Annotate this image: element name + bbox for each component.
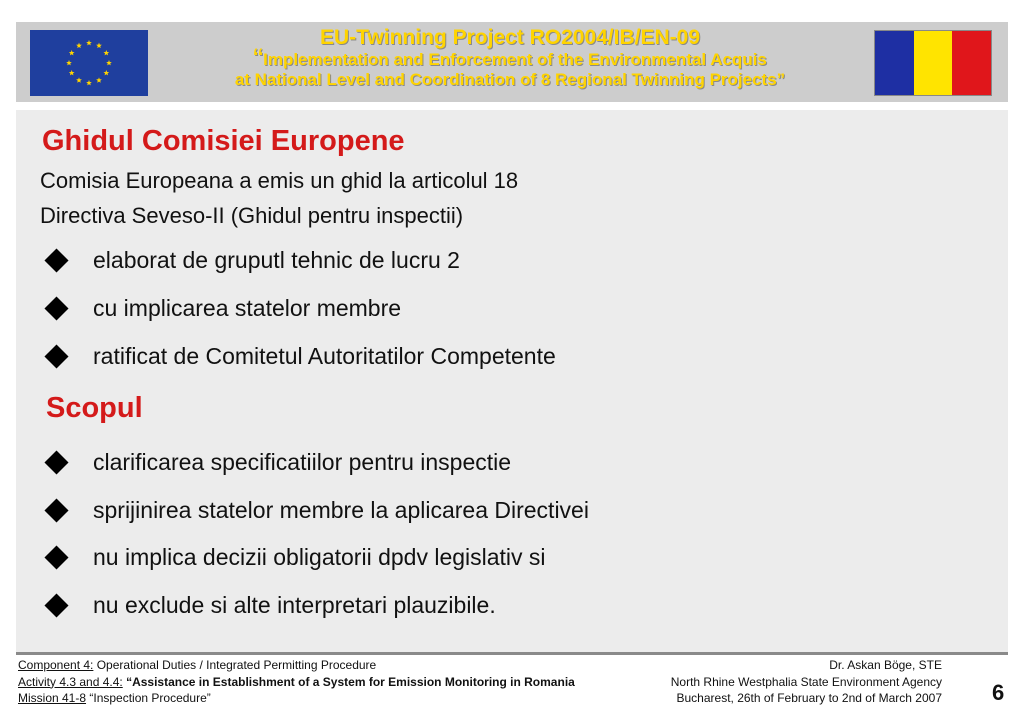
header-line1: EU-Twinning Project RO2004/IB/EN-09 bbox=[319, 26, 701, 49]
eu-star-icon bbox=[66, 60, 72, 65]
header-open-quote: “ bbox=[253, 43, 264, 76]
list-item bbox=[44, 544, 546, 571]
intro-line-2: Directiva Seveso-II (Ghidul pentru inspectii) bbox=[40, 203, 464, 228]
list-item bbox=[44, 592, 496, 619]
footer-activity-label: Activity 4.3 and 4.4: bbox=[18, 674, 123, 689]
romania-flag-red bbox=[952, 31, 991, 95]
header-title bbox=[160, 26, 860, 90]
footer-component bbox=[18, 657, 575, 674]
diamond-bullet-icon bbox=[44, 450, 68, 474]
list-item bbox=[44, 247, 460, 274]
list-item-text: clarificarea specificatiilor pentru inspectie bbox=[93, 449, 512, 475]
eu-star-icon bbox=[69, 50, 75, 55]
romania-flag-blue bbox=[875, 31, 914, 95]
footer-component-label: Component 4: bbox=[18, 658, 94, 672]
footer-mission-label: Mission 41-8 bbox=[18, 691, 87, 705]
footer-mission bbox=[18, 690, 575, 707]
list-item-text: cu implicarea statelor membre bbox=[93, 295, 402, 321]
footer-activity bbox=[18, 674, 575, 691]
eu-star-icon bbox=[69, 70, 75, 75]
footer-divider bbox=[16, 652, 1008, 655]
eu-star-icon bbox=[106, 60, 112, 65]
header-line2 bbox=[160, 43, 860, 76]
header-line2-text: Implementation and Enforcement of the Environmental Acquis bbox=[263, 50, 767, 69]
list-item bbox=[44, 449, 511, 476]
eu-star-icon bbox=[96, 77, 102, 82]
footer-component-text: Operational Duties / Integrated Permitting Procedure bbox=[93, 658, 377, 672]
section2-title: Scopul bbox=[46, 392, 143, 424]
footer-right bbox=[671, 657, 942, 707]
footer-left bbox=[18, 657, 575, 707]
eu-star-icon bbox=[103, 70, 109, 75]
list-item bbox=[44, 497, 589, 524]
intro-line-1: Comisia Europeana a emis un ghid la articolul 18 bbox=[40, 168, 519, 193]
eu-stars-icon bbox=[30, 30, 148, 96]
eu-star-icon bbox=[96, 43, 102, 48]
eu-star-icon bbox=[103, 50, 109, 55]
page-number: 6 bbox=[992, 680, 1005, 705]
list-item-text: nu exclude si alte interpretari plauzibile. bbox=[93, 592, 496, 618]
eu-star-icon bbox=[76, 43, 82, 48]
footer-author: Dr. Askan Böge, STE bbox=[829, 658, 942, 672]
section1-title: Ghidul Comisiei Europene bbox=[42, 125, 405, 157]
eu-star-icon bbox=[86, 80, 92, 85]
header-line3: at National Level and Coordination of 8 Regional Twinning Projects” bbox=[234, 70, 786, 89]
diamond-bullet-icon bbox=[44, 593, 68, 617]
list-item-text: sprijinirea statelor membre la aplicarea Directivei bbox=[93, 497, 589, 523]
eu-star-icon bbox=[86, 40, 92, 45]
list-item-text: elaborat de gruputl tehnic de lucru 2 bbox=[93, 247, 460, 273]
footer-mission-text: “Inspection Procedure” bbox=[86, 691, 211, 705]
list-item-text: ratificat de Comitetul Autoritatilor Competente bbox=[93, 343, 556, 369]
diamond-bullet-icon bbox=[44, 344, 68, 368]
list-item bbox=[44, 343, 556, 370]
diamond-bullet-icon bbox=[44, 498, 68, 522]
eu-flag bbox=[30, 30, 148, 96]
diamond-bullet-icon bbox=[44, 296, 68, 320]
list-item-text: nu implica decizii obligatorii dpdv legislativ si bbox=[93, 544, 546, 570]
romania-flag bbox=[874, 30, 992, 96]
eu-star-icon bbox=[76, 77, 82, 82]
footer-activity-text: “Assistance in Establishment of a System for Emission Monitoring in Romania bbox=[122, 674, 575, 689]
footer-location-date: Bucharest, 26th of February to 2nd of March 2007 bbox=[676, 691, 942, 705]
diamond-bullet-icon bbox=[44, 248, 68, 272]
romania-flag-yellow bbox=[914, 31, 953, 95]
footer-agency: North Rhine Westphalia State Environment Agency bbox=[670, 674, 942, 689]
list-item bbox=[44, 295, 401, 322]
diamond-bullet-icon bbox=[44, 545, 68, 569]
